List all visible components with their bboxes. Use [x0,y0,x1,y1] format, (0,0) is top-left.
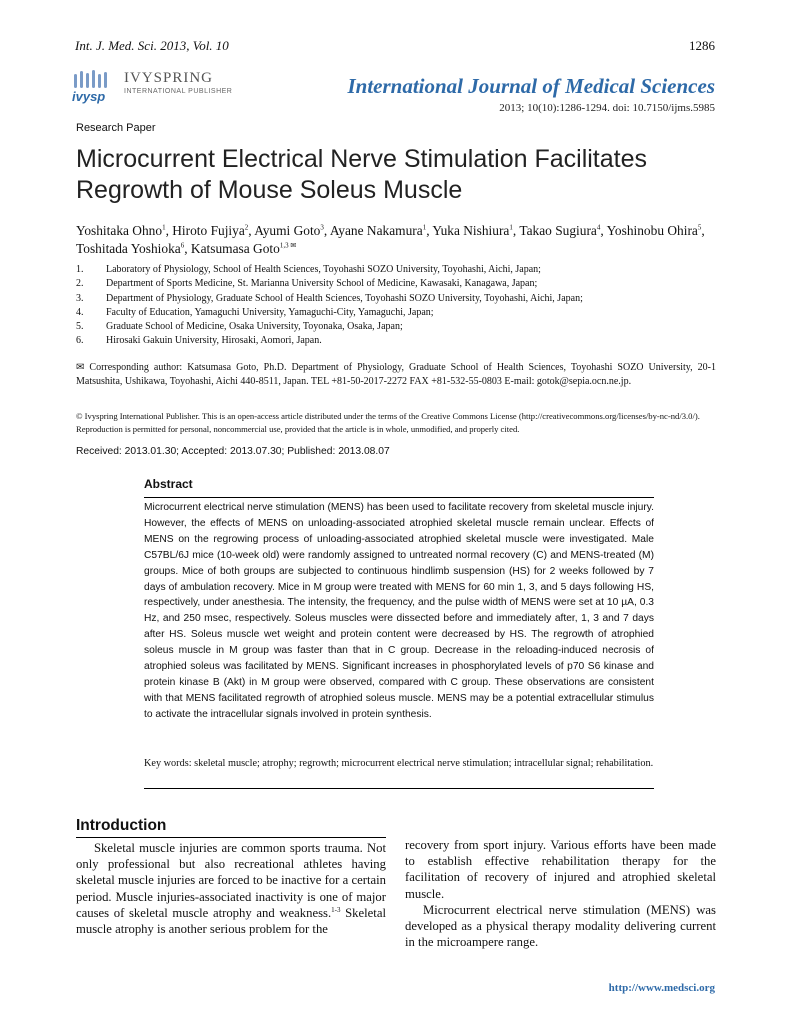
keywords: Key words: skeletal muscle; atrophy; regrowth; microcurrent electrical nerve stimulation; intracellular signal; rehabilitation. [144,758,654,769]
author-affiliation-mark: 1 [509,223,513,232]
publisher-name: IVYSPRING [124,70,214,86]
author: Yoshitaka Ohno$^1$ [76,223,166,238]
author: Hiroto Fujiya$^2$ [172,223,249,238]
author: Yoshinobu Ohira$^5$ [606,223,702,238]
affiliation-item: 3. Department of Physiology, Graduate School of Health Sciences, Toyohashi SOZO University, Toyohashi, Aichi, Japan; [76,292,583,304]
svg-text:ivysp: ivysp [72,89,106,104]
paper-type: Research Paper [76,122,156,134]
publication-dates: Received: 2013.01.30; Accepted: 2013.07.30; Published: 2013.08.07 [76,446,390,457]
intro-paragraph-1: Skeletal muscle injuries are common sports trauma. Not only professional but also recreational athletes having skeletal muscle injuries are forced to be inactive for a certain period. Muscle injuries-associated inactivity is one of major causes of skeletal muscle atrophy and weakness.$^{1-3}$ Skeletal muscle atrophy is another serious problem for the [76,841,386,937]
abstract-end-divider [144,788,654,789]
author-affiliation-mark: 1,3 ✉ [279,241,297,250]
abstract-heading: Abstract [144,477,193,491]
author-affiliation-mark: 1 [422,223,427,232]
affiliation-list [76,263,716,349]
corresponding-author: ✉ Corresponding author: Katsumasa Goto, Ph.D. Department of Physiology, Graduate School of Health Sciences, Toyohashi SOZO University, 20-1 Matsushita, Ushikawa, Toyohashi, Aichi 440-8511, Japan. TEL +81-50-2017-2272 FAX +81-532-55-0803 E-mail: gotok@sepia.ocn.ne.jp. [76,362,716,387]
author: Yuka Nishiura$^1$ [432,223,513,238]
author-affiliation-mark: 4 [596,223,601,232]
journal-title: International Journal of Medical Sciences [347,74,715,98]
author: Toshitada Yoshioka$^6$ [76,241,185,256]
license-notice: © Ivyspring International Publisher. This is an open-access article distributed under the terms of the Creative Commons License (http://creativecommons.org/licenses/by-nc-nd/3.0/). Reproduction is permitted for personal, noncommercial use, provided that the article is in whole, unmodified, and properly cited. [76,411,700,434]
affiliation-item: 1. Laboratory of Physiology, School of Health Sciences, Toyohashi SOZO University, Toyohashi, Aichi, Japan; [76,264,541,275]
abstract-text: Microcurrent electrical nerve stimulation (MENS) has been used to facilitate recovery from skeletal muscle injury. However, the effects of MENS on unloading-associated atrophied skeletal muscle remain unclear. Effects of MENS on the regrowing process of unloading-associated atrophied skeletal muscle were investigated. Male C57BL/6J mice (10-week old) were randomly assigned to untreated normal recovery (C) and MENS-treated (M) groups. Mice of both groups are subjected to continuous hindlimb suspension (HS) for 2 weeks followed by 7 days of ambulation recovery. Mice in M group were treated with MENS for 60 min 1, 3, and 5 days following HS, respectively, under anesthesia. The intensity, the frequency, and the pulse width of MENS were set at 10 µA, 0.3 Hz, and 250 msec, respectively. Soleus muscles were dissected before and immediately after, 1, 3 and 7 days after HS. Soleus muscle wet weight and protein content were decreased by HS. The regrowth of atrophied soleus muscle in M group was faster than that in C group. Decrease in the reloading-induced necrosis of atrophied soleus was facilitated by MENS. Significant increases in phosphorylated levels of p70 S6 kinase and protein kinase B (Akt) in M group were observed, compared with C group. These observations are consistent with that MENS facilitated regrowth of atrophied soleus muscle. MENS may be a potential extracellular stimulus to activate the intracellular signals involved in protein synthesis. [144,502,654,720]
running-head [75,38,715,56]
author: Ayane Nakamura$^1$ [329,223,427,238]
author-affiliation-mark: 3 [320,223,324,232]
affiliation-item: 4. Faculty of Education, Yamaguchi University, Yamaguchi-City, Yamaguchi, Japan; [76,306,434,318]
introduction-divider [76,837,386,838]
introduction-heading: Introduction [76,817,167,834]
ivyspring-logo-icon [70,68,118,104]
author: Takao Sugiura$^4$ [519,223,601,238]
left-column [76,840,386,937]
publisher-sub: INTERNATIONAL PUBLISHER [124,88,233,95]
author: Ayumi Goto$^3$ [254,223,324,238]
page-number: 1286 [689,38,715,53]
abstract-divider [144,497,654,498]
author-list: Yoshitaka Ohno$^1$, Hiroto Fujiya$^2$, Ayumi Goto$^3$, Ayane Nakamura$^1$, Yuka Nishiura$^1$, Takao Sugiura$^4$, Yoshinobu Ohira$^5$, Toshitada Yoshioka$^6$, Katsumasa Goto$^{1,3 ✉}$ [76,223,705,256]
author-affiliation-mark: 6 [180,241,185,250]
affiliation-item: 6. Hirosaki Gakuin University, Hirosaki, Aomori, Japan. [76,335,322,347]
citation: 2013; 10(10):1286-1294. doi: 10.7150/ijms.5985 [499,102,715,114]
affiliation-item: 2. Department of Sports Medicine, St. Marianna University School of Medicine, Kawasaki, Kanagawa, Japan; [76,278,538,290]
author-affiliation-mark: 5 [697,223,702,232]
right-column [405,837,716,950]
running-head-journal: Int. J. Med. Sci. 2013, Vol. 10 [75,38,229,53]
affiliation-item: 5. Graduate School of Medicine, Osaka University, Toyonaka, Osaka, Japan; [76,321,403,333]
paper-title: Microcurrent Electrical Nerve Stimulation Facilitates Regrowth of Mouse Soleus Muscle [76,145,648,204]
intro-paragraph-2: Microcurrent electrical nerve stimulation (MENS) was developed as a physical therapy modality delivering current in the microampere range. [405,902,716,950]
author-affiliation-mark: 2 [244,223,249,232]
footer-url-link[interactable]: http://www.medsci.org [608,982,715,994]
publisher-logo [70,68,270,108]
author-affiliation-mark: 1 [162,223,166,232]
intro-paragraph-1-cont: recovery from sport injury. Various efforts have been made to establish effective rehabilitation therapy for the facilitation of recovery of injured and atrophied skeletal muscle. [405,838,716,901]
author: Katsumasa Goto$^{1,3 ✉}$ [190,241,297,256]
